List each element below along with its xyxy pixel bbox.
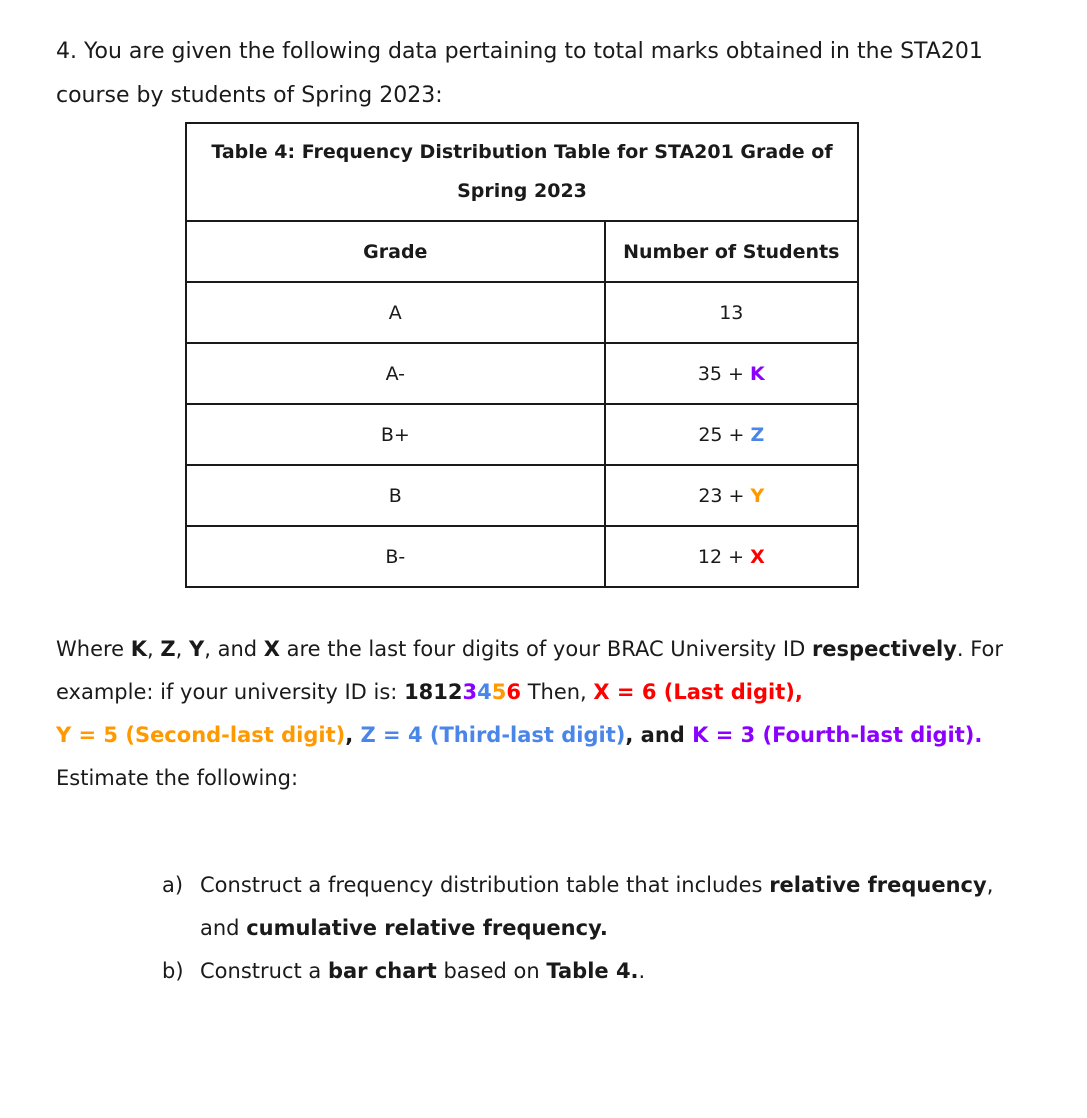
variable-x: X (750, 545, 765, 568)
students-cell (605, 343, 858, 404)
part-a-text: , and (200, 873, 994, 940)
id-digit-x: 6 (506, 680, 522, 704)
id-digit-k: 3 (462, 680, 478, 704)
variable-z: Z (750, 423, 765, 446)
variable-y: Y (750, 484, 765, 507)
grade-cell: A- (186, 343, 605, 404)
students-base: 35 + (697, 362, 751, 385)
students-cell (605, 465, 858, 526)
students-cell (605, 404, 858, 465)
explanation-text: , (345, 723, 361, 747)
table-row (186, 526, 858, 587)
part-a-marker: a) (162, 873, 184, 897)
table-row (186, 343, 858, 404)
part-b-text: . (638, 959, 646, 983)
part-b (162, 950, 1022, 993)
grade-cell: B (186, 465, 605, 526)
explanation-text: , and (625, 723, 693, 747)
id-digits-prefix: 1812 (404, 680, 463, 704)
part-a-bold: cumulative relative frequency. (246, 916, 608, 940)
table-header-row (186, 221, 858, 282)
explanation-text: Then, (521, 680, 594, 704)
example-id (404, 680, 521, 704)
var-k-label: K (130, 637, 148, 661)
explanation-text: Where (56, 637, 131, 661)
students-base: 23 + (698, 484, 751, 507)
part-b-text: Construct a (200, 959, 328, 983)
header-grade: Grade (186, 221, 605, 282)
z-example: Z = 4 (Third-last digit) (360, 723, 626, 747)
table-row (186, 465, 858, 526)
explanation-text: . For example: if your university ID is: (56, 637, 1004, 704)
explanation-text: are the last four digits of your BRAC University ID (279, 637, 812, 661)
students-cell (605, 282, 858, 343)
part-a-text: Construct a frequency distribution table that includes (200, 873, 770, 897)
respectively-bold: respectively (811, 637, 957, 661)
frequency-table-wrapper (185, 122, 859, 588)
explanation-text: , and (204, 637, 264, 661)
question-number: 4. (56, 39, 77, 64)
id-digit-y: 5 (491, 680, 507, 704)
question-parts (162, 864, 1022, 993)
grade-cell: A (186, 282, 605, 343)
part-a (162, 864, 1022, 950)
part-b-text: based on (436, 959, 547, 983)
variable-k: K (750, 362, 765, 385)
explanation-paragraph (56, 628, 1046, 800)
students-base: 25 + (698, 423, 751, 446)
k-example: K = 3 (Fourth-last digit) (692, 723, 975, 747)
var-z-label: Z (160, 637, 176, 661)
header-number-of-students: Number of Students (605, 221, 858, 282)
explanation-text: , (147, 637, 161, 661)
id-digit-z: 4 (477, 680, 492, 704)
table-caption-row (186, 123, 858, 221)
part-b-marker: b) (162, 959, 184, 983)
y-example: Y = 5 (Second-last digit) (56, 723, 346, 747)
students-cell (605, 526, 858, 587)
explanation-text: , (175, 637, 189, 661)
students-base: 12 + (697, 545, 751, 568)
table-row (186, 282, 858, 343)
x-example: X = 6 (Last digit), (593, 680, 803, 704)
question-intro (56, 30, 1016, 118)
estimate-text: Estimate the following: (56, 766, 299, 790)
question-intro-text: You are given the following data pertaining to total marks obtained in the STA201 course by students of Spring 2023: (56, 39, 983, 108)
table-caption: Table 4: Frequency Distribution Table for STA201 Grade of Spring 2023 (186, 123, 858, 221)
part-b-bold: Table 4. (546, 959, 639, 983)
students-base: 13 (719, 301, 744, 324)
frequency-table (185, 122, 859, 588)
grade-cell: B+ (186, 404, 605, 465)
part-a-bold: relative frequency (769, 873, 987, 897)
part-b-bold: bar chart (327, 959, 437, 983)
explanation-period: . (974, 723, 983, 747)
table-row (186, 404, 858, 465)
var-y-label: Y (189, 637, 205, 661)
grade-cell: B- (186, 526, 605, 587)
var-x-label: X (263, 637, 280, 661)
